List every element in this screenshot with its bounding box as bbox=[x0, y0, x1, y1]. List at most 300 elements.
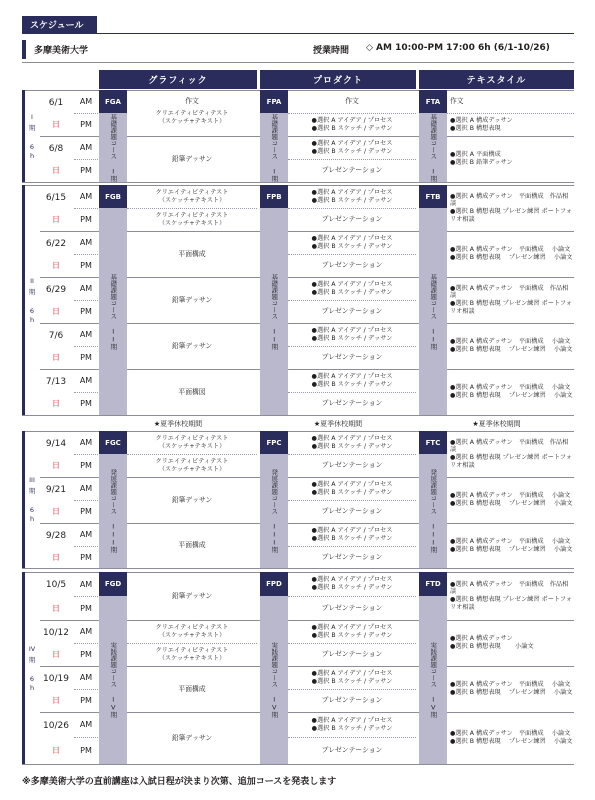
ampm-divider bbox=[74, 689, 98, 690]
cell-line: ●選択 B スケッチ / デッサン bbox=[311, 334, 393, 342]
p-cell-am bbox=[288, 477, 416, 500]
pm-label: PM bbox=[80, 461, 92, 470]
cell-line: （スケッチ+テキスト） bbox=[158, 219, 226, 227]
t-cell bbox=[447, 369, 574, 415]
date-label: 10/12 bbox=[43, 627, 69, 638]
course-name-column bbox=[260, 596, 288, 764]
summer-break-label: ★夏季休校期間 bbox=[313, 420, 363, 428]
cell-line: ●選択 A アイデア / プロセス bbox=[311, 623, 393, 631]
cell-line: クリエイティビティテスト bbox=[155, 110, 229, 118]
g-cell bbox=[127, 666, 257, 712]
period-label-roman: II bbox=[30, 276, 34, 285]
course-name: 基礎課題コース II期 bbox=[109, 273, 118, 350]
cell-line: ●選択 B 構想表現 プレゼン練習 ポートフォリオ相談 bbox=[450, 208, 572, 223]
cell-line: ●選択 A 構成デッサン 平面構成 小論文 bbox=[450, 246, 571, 254]
t-cell-pm bbox=[447, 113, 574, 136]
p-cell-am bbox=[288, 185, 416, 208]
t-cell bbox=[447, 431, 574, 477]
t-cell bbox=[447, 231, 574, 277]
period-label-hours: 6 bbox=[29, 142, 35, 151]
cell-line: 平面構成 bbox=[178, 541, 206, 550]
course-name: 発展課題コース III期 bbox=[429, 469, 438, 553]
cell-line: ●選択 B 構想表現 プレゼン練習 小論文 bbox=[450, 545, 573, 553]
day-label: 日 bbox=[52, 353, 60, 362]
am-label: AM bbox=[79, 579, 93, 589]
column-header-product: プロダクト bbox=[260, 70, 416, 89]
cell-divider bbox=[288, 346, 416, 347]
course-code: FTA bbox=[419, 90, 447, 113]
p-cell-am bbox=[288, 231, 416, 254]
day-label: 日 bbox=[52, 507, 60, 516]
cell-line: ●選択 A アイデア / プロセス bbox=[311, 716, 393, 724]
period-bottom-rule bbox=[22, 415, 574, 416]
course-name: 発展課題コース III期 bbox=[270, 469, 279, 553]
course-code: FTC bbox=[419, 431, 447, 454]
course-code: FGC bbox=[99, 431, 127, 454]
cell-line: ●選択 A 構成デッサン 平面構成 小論文 bbox=[450, 492, 571, 500]
cell-divider bbox=[288, 596, 416, 597]
g-cell bbox=[127, 277, 257, 323]
date-label: 9/21 bbox=[45, 484, 67, 495]
cell-line: ●選択 B 構想表現 プレゼン練習 ポートフォリオ相談 bbox=[450, 596, 572, 611]
cell-line: ●選択 A アイデア / プロセス bbox=[311, 116, 393, 124]
pm-label: PM bbox=[80, 166, 92, 175]
p-cell-pm bbox=[288, 643, 416, 666]
day-label: 日 bbox=[52, 399, 60, 408]
cell-line: クリエイティビティテスト bbox=[155, 623, 229, 631]
cell-line: プレゼンテーション bbox=[321, 215, 383, 224]
t-cell bbox=[447, 323, 574, 369]
ampm-divider bbox=[74, 208, 98, 209]
school-rule bbox=[22, 62, 574, 63]
cell-line: 鉛筆デッサン bbox=[171, 591, 213, 600]
period-label bbox=[25, 185, 39, 415]
p-cell-pm bbox=[288, 208, 416, 231]
time-value: ◇ AM 10:00-PM 17:00 6h (6/1-10/26) bbox=[366, 43, 550, 53]
cell-line: ●選択 A アイデア / プロセス bbox=[311, 480, 393, 488]
cell-line: ●選択 A 構成デッサン 平面構成 作品相談 bbox=[450, 580, 569, 596]
cell-divider bbox=[288, 254, 416, 255]
cell-line: 鉛筆デッサン bbox=[171, 733, 213, 742]
course-code: FTD bbox=[419, 572, 447, 596]
time-label: 授業時間 bbox=[313, 46, 350, 56]
t-cell bbox=[447, 477, 574, 523]
cell-line: ●選択 A 構成デッサン 平面構成 小論文 bbox=[450, 338, 571, 346]
course-name: 基礎課題コース II期 bbox=[270, 273, 279, 350]
g-cell bbox=[127, 523, 257, 568]
cell-line: ●選択 A アイデア / プロセス bbox=[311, 326, 393, 334]
cell-line: プレゼンテーション bbox=[321, 746, 383, 755]
p-cell-am bbox=[288, 666, 416, 689]
am-label: AM bbox=[79, 192, 93, 201]
cell-line: ●選択 A 構成デッサン 平面構成 作品相談 bbox=[450, 192, 569, 208]
date-label: 6/15 bbox=[45, 192, 67, 203]
course-name-column bbox=[419, 208, 447, 415]
cell-line: 作文 bbox=[450, 97, 464, 106]
am-label: AM bbox=[79, 238, 93, 247]
course-name-column bbox=[99, 113, 127, 182]
course-name: 基礎課題コース I期 bbox=[270, 113, 279, 182]
p-cell-pm bbox=[288, 546, 416, 568]
course-name: 発展課題コース III期 bbox=[109, 469, 118, 553]
ampm-divider bbox=[74, 346, 98, 347]
ampm-divider bbox=[74, 300, 98, 301]
cell-divider bbox=[447, 113, 574, 114]
p-cell-pm bbox=[288, 500, 416, 523]
cell-line: クリエイティビティテスト bbox=[155, 457, 229, 465]
date-label: 6/1 bbox=[48, 97, 64, 108]
period-bottom-rule bbox=[22, 182, 574, 183]
date-label: 9/28 bbox=[45, 530, 67, 541]
pm-label: PM bbox=[80, 746, 92, 755]
cell-line: プレゼンテーション bbox=[321, 507, 383, 516]
cell-line: ●選択 B 構想表現 bbox=[450, 124, 501, 132]
date-label: 6/8 bbox=[48, 143, 64, 154]
p-cell-am bbox=[288, 431, 416, 454]
cell-line: ●選択 A 構成デッサン bbox=[450, 116, 513, 124]
cell-line: ●選択 B スケッチ / デッサン bbox=[311, 677, 393, 685]
course-name-column bbox=[99, 208, 127, 415]
t-cell-am bbox=[447, 90, 574, 113]
cell-divider bbox=[288, 454, 416, 455]
cell-divider bbox=[288, 737, 416, 738]
cell-divider bbox=[288, 159, 416, 160]
course-code: FTB bbox=[419, 185, 447, 208]
day-label: 日 bbox=[52, 120, 60, 129]
cell-line: 鉛筆デッサン bbox=[171, 295, 213, 304]
cell-line: ●選択 A アイデア / プロセス bbox=[311, 234, 393, 242]
p-cell-am bbox=[288, 369, 416, 392]
am-label: AM bbox=[79, 97, 93, 106]
cell-line: ●選択 B 構想表現 プレゼン練習 小論文 bbox=[450, 689, 573, 696]
cell-line: ●選択 A 構成デッサン 平面構成 作品相談 bbox=[450, 438, 569, 454]
day-label: 日 bbox=[52, 746, 60, 755]
header-rule bbox=[22, 33, 574, 34]
p-cell-am bbox=[288, 620, 416, 643]
am-label: AM bbox=[79, 376, 93, 385]
cell-line: ●選択 A 構成デッサン bbox=[450, 635, 513, 643]
schedule-tag: スケジュール bbox=[22, 16, 97, 33]
period-label-hours: 6 bbox=[29, 506, 35, 514]
cell-line: 鉛筆デッサン bbox=[171, 154, 213, 163]
cell-line: プレゼンテーション bbox=[321, 650, 383, 659]
g-cell bbox=[127, 712, 257, 764]
date-label: 6/22 bbox=[45, 238, 67, 249]
p-cell-pm bbox=[288, 300, 416, 323]
period-label-roman: IV bbox=[28, 644, 36, 653]
cell-line: プレゼンテーション bbox=[321, 166, 383, 175]
cell-line: （スケッチ+テキスト） bbox=[158, 631, 226, 639]
cell-line: ●選択 B スケッチ / デッサン bbox=[311, 242, 393, 250]
course-name-column bbox=[419, 454, 447, 568]
course-name: 実践課題コース IV期 bbox=[109, 642, 118, 718]
ampm-divider bbox=[74, 113, 98, 114]
course-name: 基礎課題コース I期 bbox=[429, 113, 438, 182]
p-cell-am bbox=[288, 323, 416, 346]
day-label: 日 bbox=[52, 552, 60, 562]
t-cell bbox=[447, 620, 574, 666]
course-name: 実践課題コース IV期 bbox=[429, 642, 438, 718]
ampm-divider bbox=[74, 643, 98, 644]
cell-line: 平面構成 bbox=[178, 684, 206, 693]
cell-line: 鉛筆デッサン bbox=[171, 495, 213, 504]
g-cell-pm bbox=[127, 208, 257, 231]
cell-line: ●選択 B スケッチ / デッサン bbox=[311, 124, 393, 132]
cell-line: ●選択 A 構成デッサン 平面構成 小論文 bbox=[450, 681, 571, 689]
t-cell bbox=[447, 712, 574, 764]
cell-line: ●選択 B 構想表現 プレゼン練習 小論文 bbox=[450, 738, 573, 745]
cell-line: ●選択 A アイデア / プロセス bbox=[311, 280, 393, 288]
ampm-divider bbox=[74, 254, 98, 255]
course-name-column bbox=[260, 454, 288, 568]
cell-divider bbox=[288, 300, 416, 301]
pm-label: PM bbox=[80, 399, 92, 408]
pm-label: PM bbox=[80, 552, 92, 562]
am-label: AM bbox=[79, 627, 93, 636]
period-label-h: h bbox=[29, 515, 35, 523]
cell-divider bbox=[288, 500, 416, 501]
cell-line: ●選択 B スケッチ / デッサン bbox=[311, 380, 393, 388]
course-name-column bbox=[99, 596, 127, 764]
cell-line: ●選択 B 構想表現 プレゼン練習 小論文 bbox=[450, 500, 573, 507]
g-cell-am-sub bbox=[127, 100, 257, 136]
ampm-divider bbox=[74, 546, 98, 547]
period-label-ki: 期 bbox=[28, 287, 36, 296]
ampm-divider bbox=[74, 159, 98, 160]
cell-line: ●選択 B スケッチ / デッサン bbox=[311, 288, 393, 296]
period-label bbox=[25, 572, 39, 764]
cell-line: ●選択 A アイデア / プロセス bbox=[311, 434, 393, 442]
p-cell-am bbox=[288, 136, 416, 159]
day-label: 日 bbox=[52, 461, 60, 470]
period-label-roman: III bbox=[29, 476, 35, 484]
day-label: 日 bbox=[52, 166, 60, 175]
course-code: FGB bbox=[99, 185, 127, 208]
course-name-column bbox=[99, 454, 127, 568]
summer-break-label: ★夏季休校期間 bbox=[472, 420, 521, 428]
am-label: AM bbox=[79, 673, 93, 682]
cell-divider bbox=[288, 392, 416, 393]
am-label: AM bbox=[79, 720, 93, 729]
cell-divider bbox=[288, 208, 416, 209]
cell-line: ●選択 A 構成デッサン 平面構成 小論文 bbox=[450, 384, 571, 392]
column-header-graphic: グラフィック bbox=[99, 70, 257, 89]
period-label-ki: 期 bbox=[28, 655, 36, 664]
period-label-ki: 期 bbox=[28, 487, 36, 495]
date-label: 10/26 bbox=[43, 720, 69, 731]
pm-label: PM bbox=[80, 261, 92, 270]
p-cell-am bbox=[288, 712, 416, 737]
am-label: AM bbox=[79, 484, 93, 493]
date-label: 9/14 bbox=[45, 438, 67, 449]
day-label: 日 bbox=[52, 307, 60, 316]
cell-line: クリエイティビティテスト bbox=[155, 188, 229, 196]
course-code: FGD bbox=[99, 572, 127, 596]
cell-line: プレゼンテーション bbox=[321, 461, 383, 470]
pm-label: PM bbox=[80, 507, 92, 516]
pm-label: PM bbox=[80, 215, 92, 224]
cell-line: ●選択 B 構想表現 プレゼン練習 ポートフォリオ相談 bbox=[450, 454, 572, 469]
cell-line: ●選択 B 構想表現 プレゼン練習 小論文 bbox=[450, 392, 573, 399]
date-label: 7/13 bbox=[45, 376, 67, 387]
cell-line: ●選択 A アイデア / プロセス bbox=[311, 139, 393, 147]
cell-line: 平面構成 bbox=[178, 249, 206, 258]
cell-divider bbox=[288, 643, 416, 644]
p-cell-pm bbox=[288, 392, 416, 415]
g-cell-pm bbox=[127, 454, 257, 477]
p-cell-pm bbox=[288, 254, 416, 277]
cell-line: ●選択 A アイデア / プロセス bbox=[311, 372, 393, 380]
p-cell-am bbox=[288, 572, 416, 596]
am-label: AM bbox=[79, 330, 93, 339]
cell-line: クリエイティビティテスト bbox=[155, 434, 229, 442]
t-cell bbox=[447, 185, 574, 231]
cell-line: プレゼンテーション bbox=[321, 353, 383, 362]
cell-line: ●選択 B スケッチ / デッサン bbox=[311, 196, 393, 204]
course-name-column bbox=[419, 596, 447, 764]
cell-line: ●選択 B スケッチ / デッサン bbox=[311, 147, 393, 155]
cell-line: 作文 bbox=[185, 97, 199, 106]
date-label: 7/6 bbox=[48, 330, 64, 341]
cell-line: （スケッチ+テキスト） bbox=[158, 465, 226, 473]
cell-divider bbox=[288, 689, 416, 690]
cell-line: クリエイティビティテスト bbox=[155, 211, 229, 219]
course-name: 実践課題コース IV期 bbox=[270, 642, 279, 718]
g-cell-am bbox=[127, 431, 257, 454]
period-bottom-rule bbox=[22, 764, 574, 765]
t-cell bbox=[447, 572, 574, 620]
cell-line: ●選択 A アイデア / プロセス bbox=[311, 188, 393, 196]
period-label-hours: 6 bbox=[29, 306, 35, 315]
period-label-hours: 6 bbox=[29, 674, 35, 683]
day-label: 日 bbox=[52, 696, 60, 705]
course-code: FPB bbox=[260, 185, 288, 208]
cell-line: ●選択 B スケッチ / デッサン bbox=[311, 584, 393, 591]
g-cell bbox=[127, 323, 257, 369]
pm-label: PM bbox=[80, 603, 92, 613]
ampm-divider bbox=[74, 392, 98, 393]
cell-line: ●選択 A アイデア / プロセス bbox=[311, 576, 393, 584]
cell-line: ●選択 B 構想表現 プレゼン練習 小論文 bbox=[450, 346, 573, 353]
day-label: 日 bbox=[52, 261, 60, 270]
period-label-h: h bbox=[29, 315, 35, 324]
cell-line: 作文 bbox=[345, 97, 359, 106]
day-label: 日 bbox=[52, 215, 60, 224]
column-header-textile: テキスタイル bbox=[419, 70, 574, 89]
g-cell-am bbox=[127, 185, 257, 208]
am-label: AM bbox=[79, 143, 93, 152]
cell-line: ●選択 A 構成デッサン 平面構成 作品相談 bbox=[450, 284, 569, 300]
cell-line: プレゼンテーション bbox=[321, 696, 383, 705]
cell-line: ●選択 B 構想表現 プレゼン練習 ポートフォリオ相談 bbox=[450, 300, 572, 315]
school-bar bbox=[22, 40, 26, 59]
p-cell-pm bbox=[288, 113, 416, 136]
course-name: 基礎課題コース II期 bbox=[429, 273, 438, 350]
am-label: AM bbox=[79, 530, 93, 539]
period-label-h: h bbox=[29, 151, 35, 160]
cell-line: （スケッチ+テキスト） bbox=[158, 654, 226, 662]
p-cell-pm bbox=[288, 737, 416, 764]
am-label: AM bbox=[79, 284, 93, 293]
summer-break-label: ★夏季休校期間 bbox=[153, 420, 203, 428]
pm-label: PM bbox=[80, 696, 92, 705]
cell-line: 鉛筆デッサン bbox=[171, 341, 213, 350]
pm-label: PM bbox=[80, 353, 92, 362]
date-label: 10/5 bbox=[45, 580, 67, 590]
t-cell bbox=[447, 136, 574, 182]
cell-line: ●選択 B スケッチ / デッサン bbox=[311, 534, 393, 542]
p-cell-am bbox=[288, 523, 416, 546]
t-cell bbox=[447, 523, 574, 568]
cell-divider bbox=[288, 546, 416, 547]
cell-line: ●選択 B スケッチ / デッサン bbox=[311, 631, 393, 639]
g-cell bbox=[127, 369, 257, 415]
cell-line: （スケッチ+テキスト） bbox=[158, 442, 226, 450]
p-cell-pm bbox=[288, 596, 416, 620]
period-label-h: h bbox=[29, 683, 35, 692]
cell-line: ●選択 A 構成デッサン 平面構成 小論文 bbox=[450, 730, 571, 738]
cell-line: ●選択 B 構想表現 小論文 bbox=[450, 643, 534, 650]
p-cell-am bbox=[288, 90, 416, 113]
cell-line: プレゼンテーション bbox=[321, 399, 383, 408]
course-code: FPC bbox=[260, 431, 288, 454]
p-cell-pm bbox=[288, 159, 416, 182]
cell-line: ●選択 A 平面構成 bbox=[450, 151, 501, 159]
ampm-divider bbox=[74, 596, 98, 597]
cell-line: （スケッチ+テキスト） bbox=[158, 118, 226, 125]
period-bottom-rule bbox=[22, 568, 574, 569]
day-label: 日 bbox=[52, 650, 60, 659]
g-cell bbox=[127, 572, 257, 620]
cell-line: クリエイティビティテスト bbox=[155, 646, 229, 654]
cell-line: ●選択 A アイデア / プロセス bbox=[311, 669, 393, 677]
ampm-divider bbox=[74, 454, 98, 455]
g-cell bbox=[127, 136, 257, 182]
cell-line: ●選択 A 構成デッサン 平面構成 小論文 bbox=[450, 537, 571, 545]
date-label: 10/19 bbox=[43, 673, 69, 684]
cell-divider bbox=[127, 643, 257, 644]
cell-divider bbox=[127, 454, 257, 455]
course-name-column bbox=[260, 113, 288, 182]
period-label-roman: I bbox=[31, 112, 33, 121]
cell-divider bbox=[288, 113, 416, 114]
ampm-divider bbox=[74, 500, 98, 501]
g-cell-am bbox=[127, 620, 257, 643]
t-cell bbox=[447, 666, 574, 712]
course-name: 基礎課題コース I期 bbox=[109, 113, 118, 182]
cell-line: プレゼンテーション bbox=[321, 603, 383, 612]
g-cell bbox=[127, 231, 257, 277]
p-cell-pm bbox=[288, 346, 416, 369]
period-label bbox=[25, 431, 39, 568]
pm-label: PM bbox=[80, 307, 92, 316]
pm-label: PM bbox=[80, 120, 92, 129]
period-label bbox=[25, 90, 39, 182]
footnote: ※多摩美術大学の直前講座は入試日程が決まり次第、追加コースを発表します bbox=[22, 777, 337, 787]
p-cell-pm bbox=[288, 454, 416, 477]
g-cell bbox=[127, 477, 257, 523]
cell-line: プレゼンテーション bbox=[321, 552, 383, 561]
period-label-ki: 期 bbox=[28, 123, 36, 132]
cell-divider bbox=[127, 208, 257, 209]
cell-line: （スケッチ+テキスト） bbox=[158, 196, 226, 204]
cell-line: 平面構図 bbox=[178, 387, 206, 396]
g-cell-pm bbox=[127, 643, 257, 666]
course-code: FPA bbox=[260, 90, 288, 113]
school-name: 多摩美術大学 bbox=[34, 46, 89, 56]
cell-line: ●選択 A アイデア / プロセス bbox=[311, 526, 393, 534]
cell-line: ●選択 B スケッチ / デッサン bbox=[311, 488, 393, 496]
